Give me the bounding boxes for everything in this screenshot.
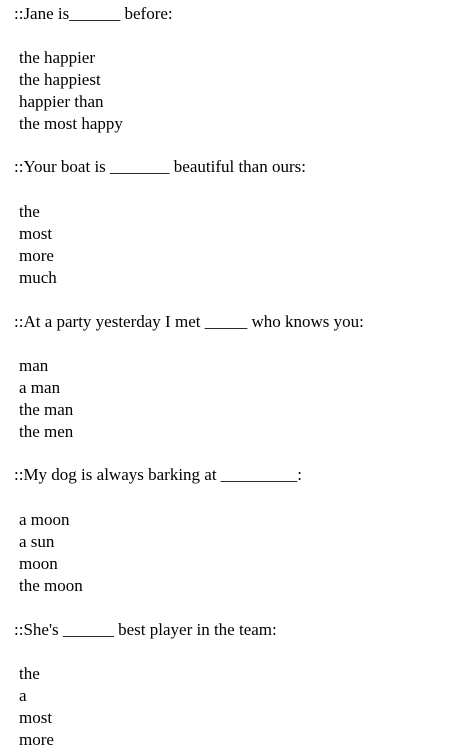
question-4-option-2: a sun bbox=[19, 532, 55, 551]
question-1-option-4: the most happy bbox=[19, 114, 123, 133]
question-3-option-4: the men bbox=[19, 422, 74, 441]
question-1-option-3: happier than bbox=[19, 92, 104, 111]
question-4-option-3: moon bbox=[19, 554, 58, 573]
question-2-option-1: the bbox=[19, 202, 40, 221]
question-4-options bbox=[19, 509, 83, 597]
question-2-option-4: much bbox=[19, 268, 57, 287]
question-3-option-2: a man bbox=[19, 378, 61, 397]
question-5-options bbox=[19, 663, 54, 751]
question-3-option-1: man bbox=[19, 356, 49, 375]
question-1-option-2: the happiest bbox=[19, 70, 101, 89]
question-4-option-4: the moon bbox=[19, 576, 83, 595]
question-2-prompt: ::Your boat is _______ beautiful than ours: bbox=[14, 157, 306, 176]
question-3-options bbox=[19, 355, 73, 443]
question-5-option-4: more bbox=[19, 730, 54, 749]
question-3-option-3: the man bbox=[19, 400, 74, 419]
question-1-options bbox=[19, 47, 123, 135]
question-5-option-1: the bbox=[19, 664, 40, 683]
question-4-option-1: a moon bbox=[19, 510, 70, 529]
question-3-prompt: ::At a party yesterday I met _____ who knows you: bbox=[14, 312, 364, 331]
question-1-prompt: ::Jane is______ before: bbox=[14, 4, 173, 23]
question-2-option-3: more bbox=[19, 246, 54, 265]
question-5-prompt: ::She's ______ best player in the team: bbox=[14, 620, 277, 639]
question-2-options bbox=[19, 201, 57, 289]
question-2-option-2: most bbox=[19, 224, 53, 243]
question-1-option-1: the happier bbox=[19, 48, 95, 67]
question-5-option-3: most bbox=[19, 708, 53, 727]
question-5-option-2: a bbox=[19, 686, 27, 705]
question-4-prompt: ::My dog is always barking at _________: bbox=[14, 465, 303, 484]
